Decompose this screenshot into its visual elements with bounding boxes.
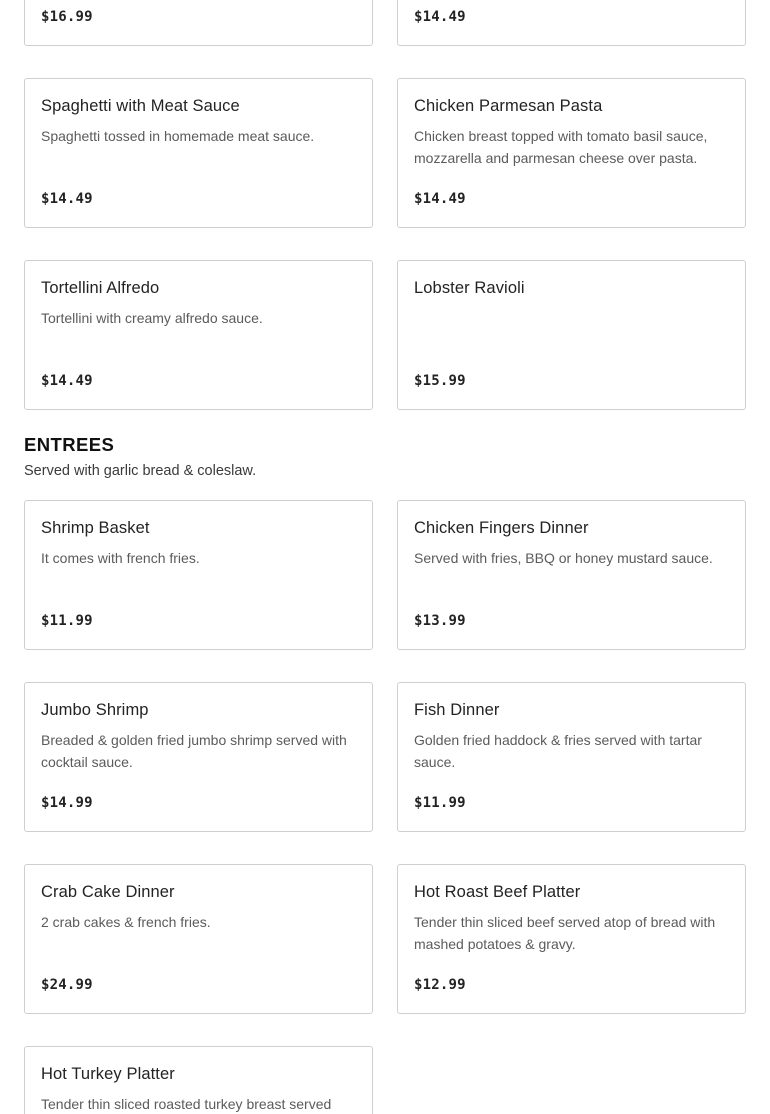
menu-item-price: $12.99: [414, 977, 466, 993]
menu-item-card[interactable]: [24, 0, 373, 46]
menu-item-card[interactable]: [24, 864, 373, 1014]
menu-item-card[interactable]: [397, 682, 746, 832]
menu-item-card[interactable]: [397, 78, 746, 228]
menu-item-description: Chicken breast topped with tomato basil sauce, mozzarella and parmesan cheese over pasta.: [414, 128, 708, 166]
menu-item-description: It comes with french fries.: [41, 550, 200, 566]
menu-item-card[interactable]: [24, 1046, 373, 1114]
menu-item-price: $13.99: [414, 613, 466, 629]
menu-item-card[interactable]: [397, 500, 746, 650]
menu-item-name: Chicken Parmesan Pasta: [414, 97, 603, 115]
menu-item-card[interactable]: [24, 682, 373, 832]
menu-item-name: Tortellini Alfredo: [41, 279, 160, 297]
menu-item-card[interactable]: [397, 864, 746, 1014]
menu-item-name: Lobster Ravioli: [414, 279, 525, 297]
menu-item-name: Hot Turkey Platter: [41, 1065, 175, 1083]
menu-item-price: $15.99: [414, 373, 466, 389]
menu-item-name: Jumbo Shrimp: [41, 701, 149, 719]
menu-item-price: $14.99: [41, 795, 93, 811]
menu-item-price: $14.49: [41, 191, 93, 207]
menu-item-name: Chicken Fingers Dinner: [414, 519, 589, 537]
menu-item-card[interactable]: [397, 260, 746, 410]
menu-item-description: Spaghetti tossed in homemade meat sauce.: [41, 128, 315, 144]
menu-item-card[interactable]: [24, 260, 373, 410]
menu-item-name: Shrimp Basket: [41, 519, 150, 537]
menu-item-price: $11.99: [41, 613, 93, 629]
menu-item-description: Tender thin sliced beef served atop of bread with mashed potatoes & gravy.: [414, 914, 716, 952]
menu-item-description: Golden fried haddock & fries served with tartar sauce.: [414, 732, 702, 770]
menu-item-price: $16.99: [41, 9, 93, 25]
menu-item-price: $11.99: [414, 795, 466, 811]
menu-item-description: Tortellini with creamy alfredo sauce.: [41, 310, 263, 326]
menu-item-name: Crab Cake Dinner: [41, 883, 175, 901]
menu-item-price: $14.49: [414, 191, 466, 207]
menu-item-description: Breaded & golden fried jumbo shrimp served with cocktail sauce.: [41, 732, 347, 770]
menu-item-description: Served with fries, BBQ or honey mustard sauce.: [414, 550, 713, 566]
menu-item-name: Spaghetti with Meat Sauce: [41, 97, 240, 115]
section-title: ENTREES: [24, 434, 115, 455]
menu-item-description: Tender thin sliced roasted turkey breast served: [41, 1096, 332, 1112]
menu-item-price: $14.49: [414, 9, 466, 25]
section-subtitle: Served with garlic bread & coleslaw.: [24, 463, 257, 479]
menu-item-price: $24.99: [41, 977, 93, 993]
menu-item-card[interactable]: [24, 500, 373, 650]
menu-item-description: 2 crab cakes & french fries.: [41, 914, 211, 930]
menu-item-card[interactable]: [397, 0, 746, 46]
menu-item-name: Hot Roast Beef Platter: [414, 883, 581, 901]
menu-item-card[interactable]: [24, 78, 373, 228]
menu-item-price: $14.49: [41, 373, 93, 389]
menu-item-name: Fish Dinner: [414, 701, 500, 719]
